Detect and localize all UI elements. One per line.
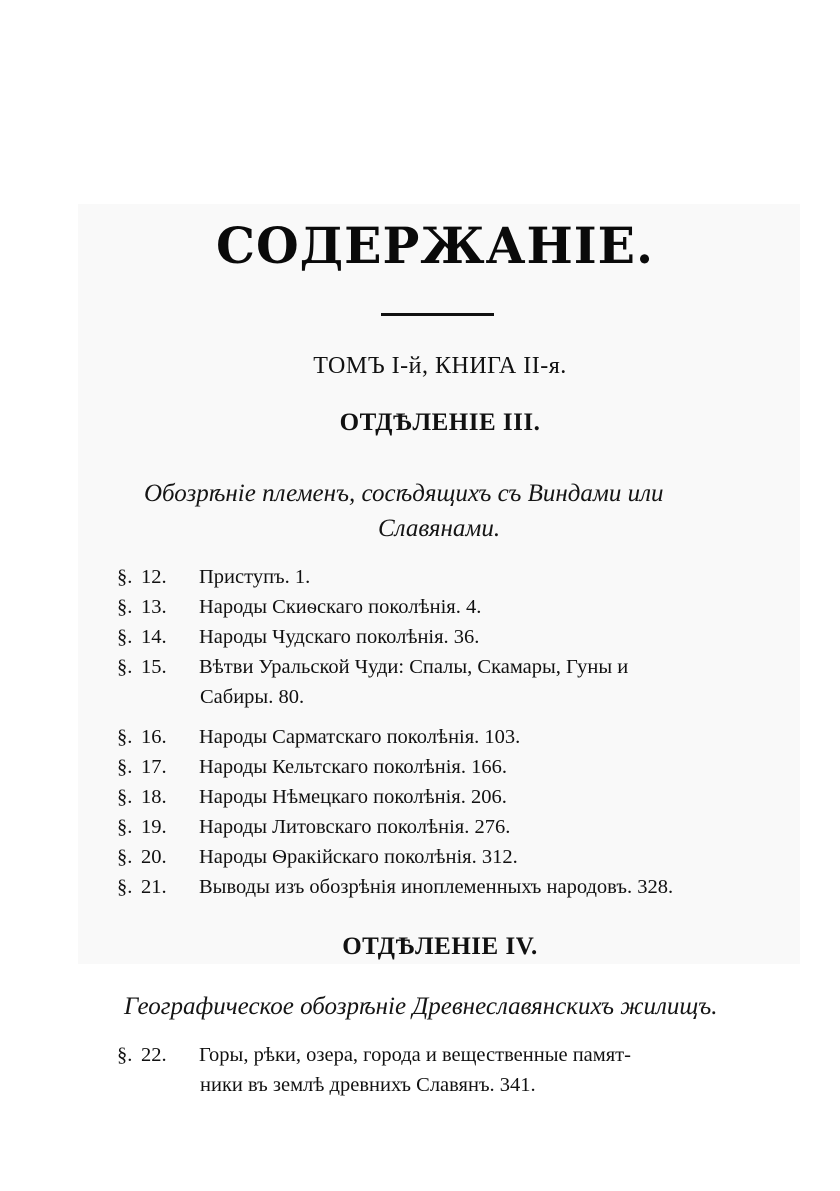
toc-entry xyxy=(117,1044,777,1074)
toc-entry xyxy=(117,756,777,786)
entry-number: 18. xyxy=(141,786,167,808)
entry-number: 16. xyxy=(141,726,167,748)
entry-number: 22. xyxy=(141,1044,167,1066)
page-title: СОДЕРЖАНІЕ. xyxy=(215,216,655,275)
entry-text: Вѣтви Уральской Чуди: Спалы, Скамары, Гуны и xyxy=(199,656,629,678)
entry-number: 20. xyxy=(141,846,167,868)
entry-text-continuation: ники въ землѣ древнихъ Славянъ. 341. xyxy=(200,1074,536,1096)
entry-text: Народы Кельтскаго поколѣнія. 166. xyxy=(199,756,507,778)
entry-text: Народы Ѳракійскаго поколѣнія. 312. xyxy=(199,846,518,868)
section-4-contents xyxy=(117,1044,777,1104)
toc-entry xyxy=(117,786,777,816)
title-rule xyxy=(381,313,494,316)
section-symbol: §. xyxy=(117,626,133,648)
section-4-heading: ОТДѢЛЕНІЕ IV. xyxy=(342,933,538,960)
toc-entry xyxy=(117,656,777,686)
entry-number: 15. xyxy=(141,656,167,678)
entry-text-continuation: Сабиры. 80. xyxy=(200,686,305,708)
toc-entry xyxy=(117,626,777,656)
entry-text: Народы Сарматскаго поколѣнія. 103. xyxy=(199,726,521,748)
section-symbol: §. xyxy=(117,846,133,868)
entry-text: Народы Скиѳскаго поколѣнія. 4. xyxy=(199,596,482,618)
entry-text: Народы Литовскаго поколѣнія. 276. xyxy=(199,816,511,838)
section-3-subtitle-line-2: Славянами. xyxy=(378,515,501,542)
entry-text: Приступъ. 1. xyxy=(199,566,311,588)
toc-entry xyxy=(117,726,777,756)
entry-text: Горы, рѣки, озера, города и вещественные памят- xyxy=(199,1044,631,1066)
entry-text: Выводы изъ обозрѣнія иноплеменныхъ народовъ. 328. xyxy=(199,876,674,898)
entry-number: 21. xyxy=(141,876,167,898)
toc-entry xyxy=(117,596,777,626)
toc-entry-continuation xyxy=(117,1074,777,1104)
section-symbol: §. xyxy=(117,656,133,678)
section-symbol: §. xyxy=(117,816,133,838)
section-3-contents xyxy=(117,566,777,906)
section-symbol: §. xyxy=(117,876,133,898)
toc-entry xyxy=(117,876,777,906)
toc-entry-continuation xyxy=(117,686,777,716)
entry-text: Народы Нѣмецкаго поколѣнія. 206. xyxy=(199,786,507,808)
section-symbol: §. xyxy=(117,596,133,618)
toc-entry xyxy=(117,846,777,876)
entry-number: 13. xyxy=(141,596,167,618)
toc-entry xyxy=(117,566,777,596)
section-3-heading: ОТДѢЛЕНІЕ III. xyxy=(339,409,541,436)
entry-number: 12. xyxy=(141,566,167,588)
entry-number: 19. xyxy=(141,816,167,838)
section-symbol: §. xyxy=(117,1044,133,1066)
section-symbol: §. xyxy=(117,756,133,778)
entry-number: 17. xyxy=(141,756,167,778)
entry-text: Народы Чудскаго поколѣнія. 36. xyxy=(199,626,480,648)
section-symbol: §. xyxy=(117,566,133,588)
volume-heading: ТОМЪ І-й, КНИГА ІІ-я. xyxy=(313,353,567,379)
section-3-subtitle-line-1: Обозрѣніе племенъ, сосѣдящихъ съ Виндами или xyxy=(144,480,664,507)
section-symbol: §. xyxy=(117,786,133,808)
toc-entry xyxy=(117,816,777,846)
section-symbol: §. xyxy=(117,726,133,748)
section-4-subtitle: Географическое обозрѣніе Древнеславянскихъ жилищъ. xyxy=(124,993,718,1020)
entry-number: 14. xyxy=(141,626,167,648)
